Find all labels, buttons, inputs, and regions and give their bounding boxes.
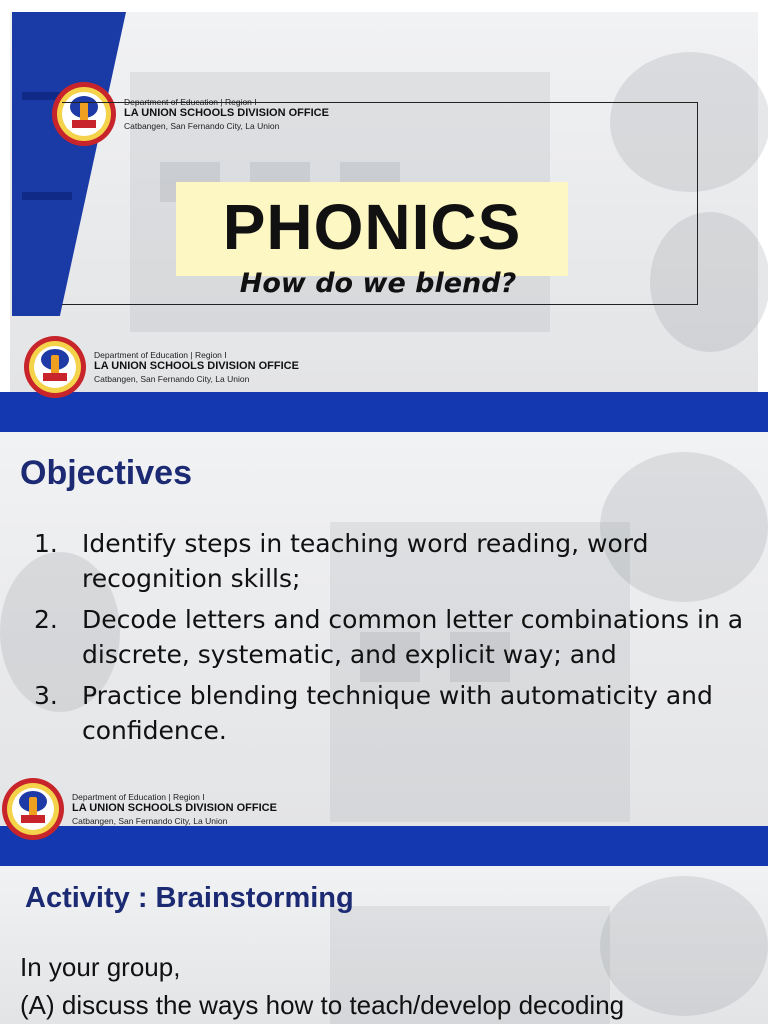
deped-line-1: Department of Education | Region I	[94, 349, 227, 360]
deped-line-3: Catbangen, San Fernando City, La Union	[72, 815, 228, 826]
list-item	[34, 678, 750, 748]
list-text: Practice blending technique with automaticity and confidence.	[82, 681, 713, 745]
list-item	[34, 602, 750, 672]
slide-title	[0, 0, 768, 392]
deped-line-1: Department of Education | Region I	[124, 96, 257, 107]
list-text: Decode letters and common letter combinations in a discrete, systematic, and explicit way; and	[82, 605, 744, 669]
blue-band	[0, 392, 768, 432]
deped-line-2: LA UNION SCHOOLS DIVISION OFFICE	[94, 360, 299, 373]
activity-line-2: (A) discuss the ways how to teach/develop decoding	[20, 990, 625, 1020]
deped-header	[2, 778, 277, 840]
list-text: Identify steps in teaching word reading, word recognition skills;	[82, 529, 649, 593]
deped-line-2: LA UNION SCHOOLS DIVISION OFFICE	[72, 802, 277, 815]
list-number: 2.	[34, 605, 58, 634]
deped-header	[24, 336, 299, 398]
slide-activity	[0, 866, 768, 1024]
objectives-list	[34, 526, 750, 754]
deped-line-1: Department of Education | Region I	[72, 791, 205, 802]
objectives-heading: Objectives	[20, 454, 192, 492]
deped-line-2: LA UNION SCHOOLS DIVISION OFFICE	[124, 107, 329, 120]
list-item	[34, 526, 750, 596]
deped-seal-logo	[24, 336, 86, 398]
deped-line-3: Catbangen, San Fernando City, La Union	[124, 120, 280, 131]
activity-line-1: In your group,	[20, 952, 181, 982]
deped-line-3: Catbangen, San Fernando City, La Union	[94, 373, 250, 384]
list-number: 3.	[34, 681, 58, 710]
slide-title-text: PHONICS	[222, 191, 522, 263]
list-number: 1.	[34, 529, 58, 558]
activity-heading: Activity : Brainstorming	[25, 882, 354, 914]
activity-body	[20, 948, 760, 1024]
slide-subtitle-text: How do we blend?	[239, 268, 517, 299]
deped-seal-logo	[2, 778, 64, 840]
slide-objectives	[0, 432, 768, 826]
